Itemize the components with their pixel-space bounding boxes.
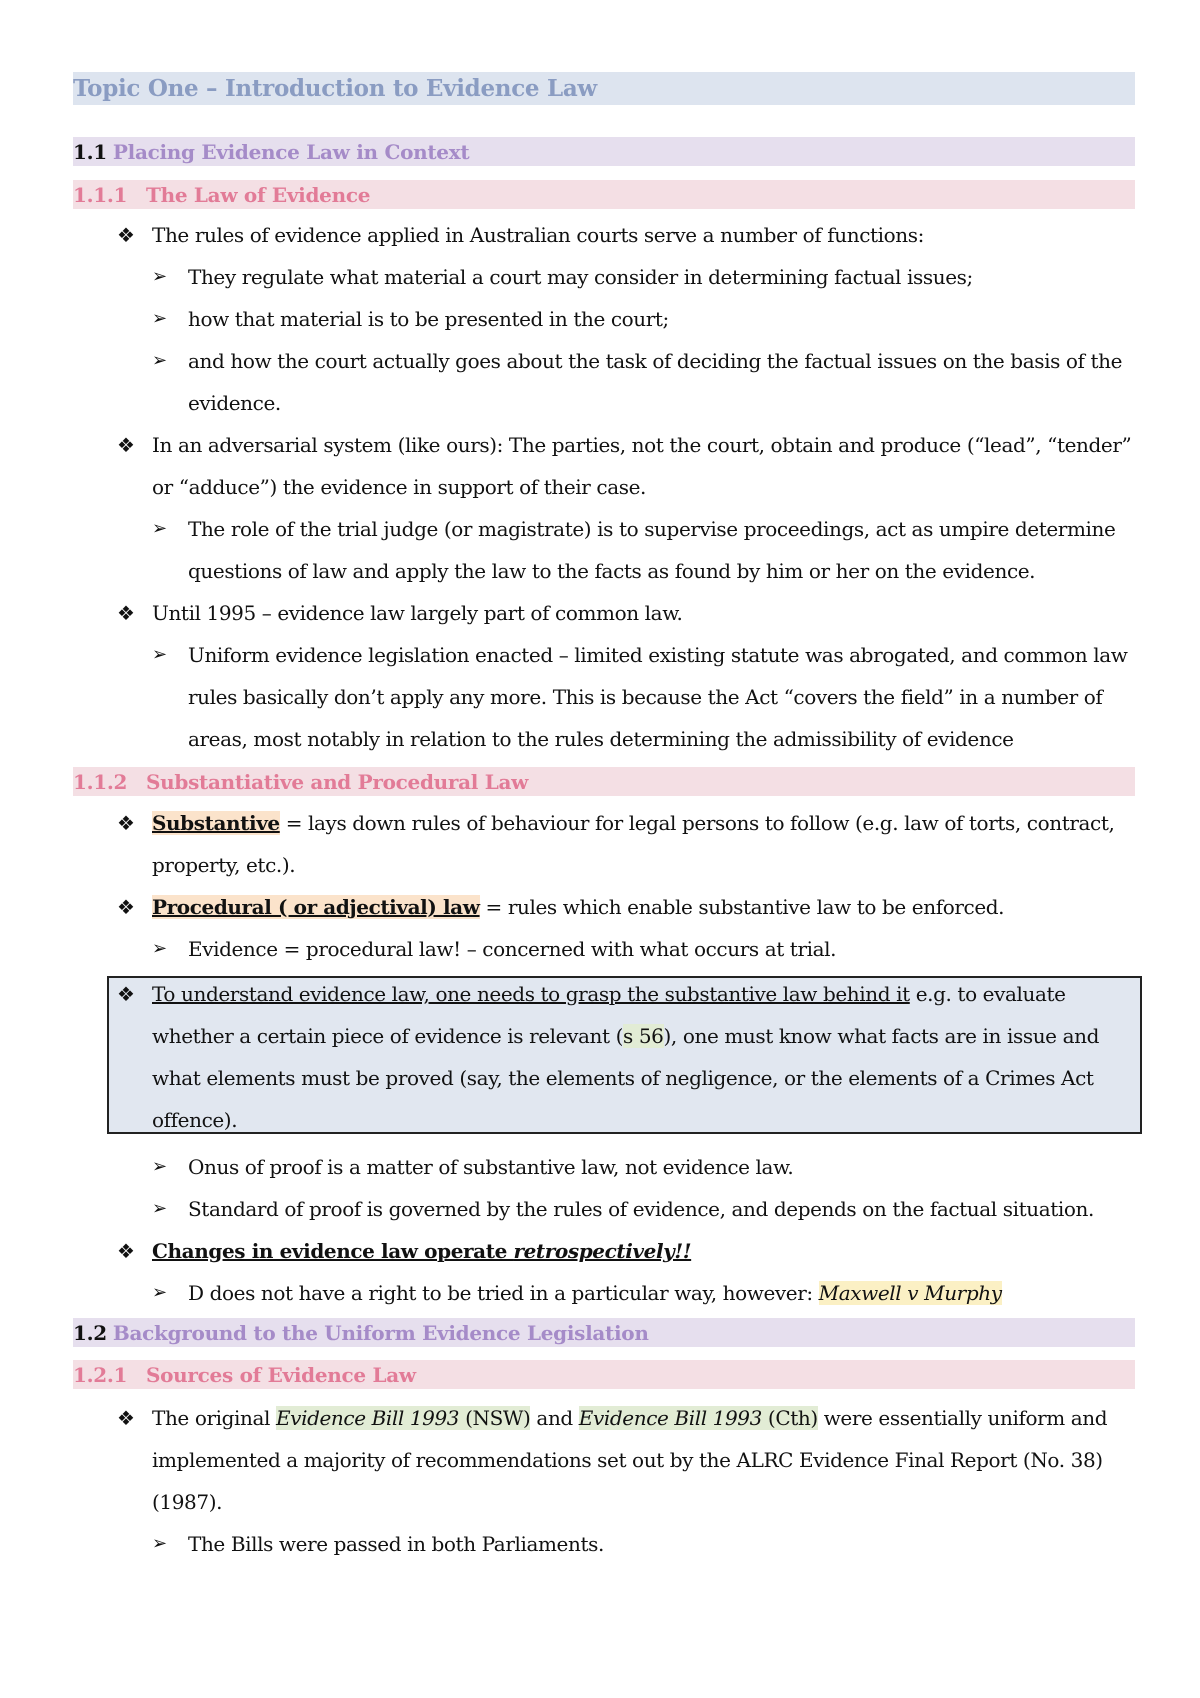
section-title: Background to the Uniform Evidence Legislation xyxy=(112,1320,649,1345)
arrow-bullet-icon: ➢ xyxy=(152,938,168,959)
diamond-bullet-icon: ❖ xyxy=(117,1239,135,1263)
subsection-heading-1-1-2 xyxy=(73,767,1135,796)
sub-bullet-text xyxy=(188,1272,1142,1314)
sub-bullet-text: Evidence = procedural law! – concerned with what occurs at trial. xyxy=(188,937,837,961)
sub-bullet-text: Uniform evidence legislation enacted – limited existing statute was abrogated, and common law xyxy=(188,643,1128,667)
arrow-bullet-icon: ➢ xyxy=(152,1533,168,1554)
subsection-heading-1-1-1 xyxy=(73,180,1135,209)
subsection-number: 1.2.1 xyxy=(73,1362,128,1387)
bullet-text-part: and xyxy=(530,1406,579,1430)
diamond-bullet-icon: ❖ xyxy=(117,601,135,625)
note-text xyxy=(152,973,1142,1015)
bullet-text: In an adversarial system (like ours): The parties, not the court, obtain and produce (“lead”, “tender” xyxy=(152,433,1132,457)
sub-bullet-text: how that material is to be presented in the court; xyxy=(188,307,669,331)
subsection-title: Substantiative and Procedural Law xyxy=(146,769,529,794)
subsection-number: 1.1.2 xyxy=(73,769,128,794)
bullet-text xyxy=(152,886,1142,928)
sub-bullet-text-continued: areas, most notably in relation to the rules determining the admissibility of evidence xyxy=(188,727,1014,751)
arrow-bullet-icon: ➢ xyxy=(152,308,168,329)
section-number: 1.2 xyxy=(73,1320,107,1345)
term-substantive: Substantive xyxy=(152,811,280,835)
emphasis-text: Changes in evidence law operate xyxy=(152,1239,514,1263)
arrow-bullet-icon: ➢ xyxy=(152,350,168,371)
note-text-continued: what elements must be proved (say, the elements of negligence, or the elements of a Crimes Act xyxy=(152,1066,1094,1090)
bullet-text-continued: property, etc.). xyxy=(152,853,296,877)
note-text-continued: offence). xyxy=(152,1108,238,1132)
note-text-part: ), one must know what facts are in issue and xyxy=(663,1024,1099,1048)
diamond-bullet-icon: ❖ xyxy=(117,895,135,919)
diamond-bullet-icon: ❖ xyxy=(117,982,135,1006)
section-number: 1.1 xyxy=(73,139,107,164)
bullet-text-continued: or “adduce”) the evidence in support of their case. xyxy=(152,475,647,499)
bullet-text-part: were essentially uniform and xyxy=(817,1406,1108,1430)
diamond-bullet-icon: ❖ xyxy=(117,433,135,457)
bullet-text-continued: (1987). xyxy=(152,1490,223,1514)
subsection-title: The Law of Evidence xyxy=(146,182,371,207)
sub-bullet-text: The role of the trial judge (or magistrate) is to supervise proceedings, act as umpire determine xyxy=(188,517,1116,541)
term-procedural: Procedural ( or adjectival) law xyxy=(152,895,480,919)
sub-bullet-text-part: D does not have a right to be tried in a particular way, however: xyxy=(188,1281,819,1305)
subsection-heading-1-2-1 xyxy=(73,1360,1135,1389)
arrow-bullet-icon: ➢ xyxy=(152,518,168,539)
arrow-bullet-icon: ➢ xyxy=(152,644,168,665)
bullet-text: Until 1995 – evidence law largely part of common law. xyxy=(152,601,683,625)
jurisdiction: (Cth) xyxy=(761,1406,818,1430)
arrow-bullet-icon: ➢ xyxy=(152,1156,168,1177)
sub-bullet-text-continued: questions of law and apply the law to the facts as found by him or her on the evidence. xyxy=(188,559,1036,583)
section-heading-1-1 xyxy=(73,137,1135,166)
note-emphasis: To understand evidence law, one needs to grasp the substantive law behind it xyxy=(152,982,910,1006)
emphasis-retrospectively: retrospectively!! xyxy=(513,1239,692,1263)
arrow-bullet-icon: ➢ xyxy=(152,266,168,287)
note-text-rest: e.g. to evaluate xyxy=(909,982,1066,1006)
sub-bullet-text: The Bills were passed in both Parliaments. xyxy=(188,1532,604,1556)
diamond-bullet-icon: ❖ xyxy=(117,1406,135,1430)
definition-text: = rules which enable substantive law to be enforced. xyxy=(479,895,1005,919)
section-reference: s 56 xyxy=(623,1024,664,1048)
sub-bullet-text-continued: evidence. xyxy=(188,391,281,415)
sub-bullet-text: Standard of proof is governed by the rules of evidence, and depends on the factual situation. xyxy=(188,1197,1094,1221)
section-title: Placing Evidence Law in Context xyxy=(112,139,470,164)
bullet-text xyxy=(152,802,1142,844)
bullet-text xyxy=(152,1397,1142,1439)
sub-bullet-text: and how the court actually goes about the task of deciding the factual issues on the basis of the xyxy=(188,349,1123,373)
bullet-text-continued: implemented a majority of recommendations set out by the ALRC Evidence Final Report (No. 38) xyxy=(152,1448,1103,1472)
page-title: Topic One – Introduction to Evidence Law xyxy=(73,72,1135,105)
diamond-bullet-icon: ❖ xyxy=(117,223,135,247)
bill-title: Evidence Bill 1993 xyxy=(578,1406,762,1430)
sub-bullet-text: They regulate what material a court may consider in determining factual issues; xyxy=(188,265,973,289)
definition-text: = lays down rules of behaviour for legal persons to follow (e.g. law of torts, contract, xyxy=(279,811,1115,835)
bill-title: Evidence Bill 1993 xyxy=(275,1406,460,1430)
jurisdiction: (NSW) xyxy=(459,1406,531,1430)
case-citation: Maxwell v Murphy xyxy=(818,1281,1002,1305)
note-text-part: whether a certain piece of evidence is relevant ( xyxy=(152,1024,624,1048)
subsection-title: Sources of Evidence Law xyxy=(146,1362,416,1387)
arrow-bullet-icon: ➢ xyxy=(152,1198,168,1219)
sub-bullet-text: Onus of proof is a matter of substantive law, not evidence law. xyxy=(188,1155,794,1179)
sub-bullet-text-continued: rules basically don’t apply any more. This is because the Act “covers the field” in a number of xyxy=(188,685,1103,709)
subsection-number: 1.1.1 xyxy=(73,182,128,207)
bullet-text xyxy=(152,1230,1142,1272)
section-heading-1-2 xyxy=(73,1318,1135,1347)
diamond-bullet-icon: ❖ xyxy=(117,811,135,835)
bullet-text-part: The original xyxy=(152,1406,276,1430)
arrow-bullet-icon: ➢ xyxy=(152,1282,168,1303)
note-text-continued xyxy=(152,1015,1142,1057)
bullet-text: The rules of evidence applied in Australian courts serve a number of functions: xyxy=(152,223,924,247)
